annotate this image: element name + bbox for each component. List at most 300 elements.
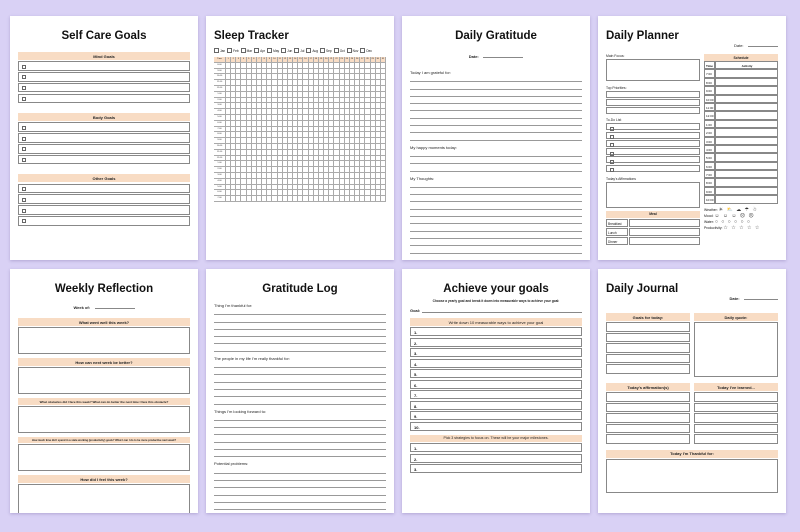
schedule-row[interactable] bbox=[704, 178, 778, 186]
writing-line[interactable] bbox=[214, 466, 386, 473]
schedule-time: 10:00 bbox=[704, 195, 715, 203]
writing-line[interactable] bbox=[214, 337, 386, 344]
water-label: Water: bbox=[704, 219, 714, 224]
numbered-row[interactable] bbox=[410, 348, 582, 357]
page-title: Sleep Tracker bbox=[214, 30, 289, 42]
row-number: 5. bbox=[414, 372, 418, 378]
grid-time-label: 7:00 bbox=[214, 196, 226, 202]
goal-row[interactable] bbox=[18, 194, 190, 204]
question-header: How did I feel this week? bbox=[18, 475, 190, 483]
writing-line[interactable] bbox=[410, 188, 582, 195]
meal-row[interactable] bbox=[606, 237, 700, 245]
priority-box[interactable] bbox=[606, 107, 700, 114]
schedule-activity[interactable] bbox=[715, 86, 778, 94]
journal-line-box[interactable] bbox=[606, 354, 690, 364]
journal-line-box[interactable] bbox=[694, 413, 778, 423]
writing-line[interactable] bbox=[410, 119, 582, 126]
journal-line-box[interactable] bbox=[606, 343, 690, 353]
section-header: Other Goals bbox=[18, 174, 190, 182]
todo-row[interactable] bbox=[606, 140, 700, 147]
date-field[interactable] bbox=[748, 46, 778, 47]
journal-line-box[interactable] bbox=[694, 392, 778, 402]
schedule-row[interactable] bbox=[704, 103, 778, 111]
writing-line[interactable] bbox=[410, 150, 582, 157]
writing-line[interactable] bbox=[214, 308, 386, 315]
numbered-row[interactable] bbox=[410, 464, 582, 473]
writing-line[interactable] bbox=[410, 133, 582, 140]
writing-lines[interactable] bbox=[214, 361, 386, 405]
grid-time-label: 3:00 bbox=[214, 173, 226, 179]
affirmation-header: Today's affirmation(s) bbox=[606, 383, 690, 391]
schedule-row[interactable] bbox=[704, 187, 778, 195]
month-checkbox[interactable]: Dec bbox=[360, 48, 372, 53]
writing-line[interactable] bbox=[214, 450, 386, 457]
checkbox[interactable] bbox=[22, 158, 26, 162]
writing-lines[interactable] bbox=[410, 150, 582, 172]
affirmations-box[interactable] bbox=[606, 182, 700, 208]
checkbox[interactable] bbox=[22, 86, 26, 90]
writing-line[interactable] bbox=[410, 97, 582, 104]
schedule-row[interactable] bbox=[704, 162, 778, 170]
todo-row[interactable] bbox=[606, 132, 700, 139]
grid-day-header: 29 bbox=[371, 57, 376, 63]
meal-field[interactable] bbox=[629, 219, 700, 227]
main-focus-box[interactable] bbox=[606, 59, 700, 81]
meal-label: Dinner bbox=[606, 237, 628, 245]
schedule-activity[interactable] bbox=[715, 145, 778, 153]
schedule-time: 11:00 bbox=[704, 103, 715, 111]
grid-day-header: 10 bbox=[272, 57, 277, 63]
writing-lines[interactable] bbox=[410, 75, 582, 141]
schedule-header: Schedule bbox=[704, 54, 778, 61]
row-number: 7. bbox=[414, 393, 418, 399]
grid-time-label: 10:00 bbox=[214, 144, 226, 150]
star-icon[interactable]: ☆ ☆ ☆ ☆ ☆ bbox=[723, 224, 761, 231]
checkbox[interactable] bbox=[610, 135, 614, 139]
page-weekly-reflection bbox=[10, 269, 198, 513]
month-checkbox[interactable]: Sep bbox=[320, 48, 332, 53]
week-of-field[interactable] bbox=[95, 308, 135, 309]
journal-line-box[interactable] bbox=[606, 434, 690, 444]
checkbox[interactable] bbox=[610, 168, 614, 172]
weather-icon[interactable]: ☀ ⛅ ☁ ☂ ☃ bbox=[718, 206, 758, 213]
priority-box[interactable] bbox=[606, 91, 700, 98]
meal-row[interactable] bbox=[606, 228, 700, 236]
question-header: What obstacles did I face this week? What can do better the next time I face this obstacle? bbox=[18, 398, 190, 405]
thankful-box[interactable] bbox=[606, 459, 778, 493]
grid-time-label: 11:00 bbox=[214, 150, 226, 156]
answer-box[interactable] bbox=[18, 327, 190, 354]
schedule-activity[interactable] bbox=[715, 128, 778, 136]
page-title: Gratitude Log bbox=[262, 283, 338, 295]
schedule-activity[interactable] bbox=[715, 153, 778, 161]
schedule-activity[interactable] bbox=[715, 178, 778, 186]
grid-time-label: 1:00 bbox=[214, 161, 226, 167]
schedule-row[interactable] bbox=[704, 153, 778, 161]
meal-field[interactable] bbox=[629, 237, 700, 245]
grid-time-label: 2:00 bbox=[214, 167, 226, 173]
checkbox[interactable] bbox=[22, 187, 26, 191]
writing-line[interactable] bbox=[410, 195, 582, 202]
writing-line[interactable] bbox=[410, 75, 582, 82]
numbered-row[interactable] bbox=[410, 422, 582, 431]
grid-day-header: 3 bbox=[236, 57, 241, 63]
time-col-header: Time bbox=[704, 61, 715, 69]
schedule-time: 12:00 bbox=[704, 111, 715, 119]
grid-day-header: 31 bbox=[381, 57, 386, 63]
schedule-activity[interactable] bbox=[715, 78, 778, 86]
goals-header: Goals for today: bbox=[606, 313, 690, 321]
answer-box[interactable] bbox=[18, 406, 190, 433]
schedule-activity[interactable] bbox=[715, 69, 778, 77]
writing-line[interactable] bbox=[410, 126, 582, 133]
meal-row[interactable] bbox=[606, 219, 700, 227]
writing-line[interactable] bbox=[410, 246, 582, 253]
grid-day-header: 16 bbox=[303, 57, 308, 63]
writing-line[interactable] bbox=[214, 383, 386, 390]
learned-lines[interactable] bbox=[694, 392, 778, 444]
goal-row[interactable] bbox=[18, 144, 190, 154]
writing-line[interactable] bbox=[410, 164, 582, 171]
row-number: 2. bbox=[414, 340, 418, 346]
page-gratitude-log bbox=[206, 269, 394, 513]
prompt-problems: Potential problems: bbox=[214, 461, 249, 467]
writing-line[interactable] bbox=[410, 232, 582, 239]
month-checkbox[interactable]: Oct bbox=[334, 48, 345, 53]
steps-header: Write down 10 measurable ways to achieve your goal bbox=[410, 318, 582, 326]
schedule-activity[interactable] bbox=[715, 103, 778, 111]
writing-line[interactable] bbox=[410, 90, 582, 97]
writing-line[interactable] bbox=[214, 503, 386, 510]
goal-row[interactable] bbox=[18, 133, 190, 143]
grid-time-label: 6:00 bbox=[214, 121, 226, 127]
goal-field[interactable] bbox=[422, 312, 582, 313]
journal-line-box[interactable] bbox=[694, 434, 778, 444]
journal-line-box[interactable] bbox=[606, 424, 690, 434]
writing-line[interactable] bbox=[214, 397, 386, 404]
goal-row[interactable] bbox=[18, 184, 190, 194]
answer-box[interactable] bbox=[18, 484, 190, 513]
row-number: 3. bbox=[414, 351, 418, 357]
page-daily-gratitude bbox=[402, 16, 590, 260]
journal-line-box[interactable] bbox=[606, 333, 690, 343]
meal-field[interactable] bbox=[629, 228, 700, 236]
checkbox[interactable] bbox=[22, 97, 26, 101]
numbered-row[interactable] bbox=[410, 380, 582, 389]
journal-line-box[interactable] bbox=[606, 364, 690, 374]
writing-lines[interactable] bbox=[214, 466, 386, 510]
grid-day-header: 26 bbox=[355, 57, 360, 63]
quote-box[interactable] bbox=[694, 322, 778, 377]
page-title: Achieve your goals bbox=[443, 283, 549, 295]
schedule-time: 6:00 bbox=[704, 162, 715, 170]
grid-day-header: 12 bbox=[283, 57, 288, 63]
checkbox[interactable] bbox=[22, 147, 26, 151]
grid-day-header: 7 bbox=[257, 57, 262, 63]
strategies-list bbox=[410, 443, 582, 473]
grid-day-header: 22 bbox=[334, 57, 339, 63]
month-checkbox[interactable]: Apr bbox=[254, 48, 265, 53]
row-number: 2. bbox=[414, 456, 418, 462]
schedule-activity[interactable] bbox=[715, 95, 778, 103]
goal-label: Goal: bbox=[410, 308, 421, 313]
grid-time-label: 9:00 bbox=[214, 69, 226, 75]
schedule-row[interactable] bbox=[704, 95, 778, 103]
meal-list bbox=[606, 219, 700, 245]
grid-time-label: 1:00 bbox=[214, 92, 226, 98]
numbered-row[interactable] bbox=[410, 359, 582, 368]
numbered-row[interactable] bbox=[410, 401, 582, 410]
schedule-row[interactable] bbox=[704, 137, 778, 145]
writing-line[interactable] bbox=[410, 217, 582, 224]
row-number: 6. bbox=[414, 382, 418, 388]
schedule-row[interactable] bbox=[704, 78, 778, 86]
schedule-time: 10:00 bbox=[704, 95, 715, 103]
month-checkbox[interactable]: Feb bbox=[227, 48, 239, 53]
todo-row[interactable] bbox=[606, 123, 700, 130]
mood-label: Mood: bbox=[704, 213, 714, 218]
checkbox[interactable] bbox=[22, 209, 26, 213]
writing-line[interactable] bbox=[410, 181, 582, 188]
date-field[interactable] bbox=[483, 57, 523, 58]
date-field[interactable] bbox=[744, 299, 778, 300]
grid-time-label: 8:00 bbox=[214, 132, 226, 138]
grid-day-header: 27 bbox=[360, 57, 365, 63]
schedule-row[interactable] bbox=[704, 170, 778, 178]
grid-time-label: 4:00 bbox=[214, 109, 226, 115]
writing-line[interactable] bbox=[410, 104, 582, 111]
writing-line[interactable] bbox=[410, 82, 582, 89]
priority-box[interactable] bbox=[606, 99, 700, 106]
schedule-activity[interactable] bbox=[715, 111, 778, 119]
water-drop-icon[interactable]: ○ ○ ○ ○ ○ ○ bbox=[714, 218, 751, 225]
goal-list bbox=[18, 184, 190, 226]
checkbox[interactable] bbox=[22, 198, 26, 202]
writing-line[interactable] bbox=[214, 428, 386, 435]
writing-line[interactable] bbox=[410, 254, 582, 260]
journal-line-box[interactable] bbox=[606, 413, 690, 423]
writing-lines[interactable] bbox=[410, 181, 582, 260]
affirmations-label: Today's Affirmations bbox=[606, 176, 636, 181]
grid-time-label: 10:00 bbox=[214, 74, 226, 80]
checkbox[interactable] bbox=[22, 219, 26, 223]
schedule-row[interactable] bbox=[704, 128, 778, 136]
todo-row[interactable] bbox=[606, 148, 700, 155]
schedule-time: 5:00 bbox=[704, 153, 715, 161]
writing-line[interactable] bbox=[214, 474, 386, 481]
page-title: Self Care Goals bbox=[61, 30, 147, 42]
writing-line[interactable] bbox=[410, 202, 582, 209]
writing-line[interactable] bbox=[410, 111, 582, 118]
prompt-forward: Things I'm looking forward to: bbox=[214, 408, 267, 414]
writing-line[interactable] bbox=[214, 488, 386, 495]
journal-line-box[interactable] bbox=[694, 424, 778, 434]
grid-time-label: 9:00 bbox=[214, 138, 226, 144]
numbered-row[interactable] bbox=[410, 369, 582, 378]
journal-line-box[interactable] bbox=[606, 322, 690, 332]
grid-day-header: 24 bbox=[345, 57, 350, 63]
strategies-header: Pick 3 strategies to focus on. These will be your major milestones. bbox=[410, 435, 582, 442]
grid-time-label: 7:00 bbox=[214, 127, 226, 133]
schedule-activity[interactable] bbox=[715, 162, 778, 170]
schedule-activity[interactable] bbox=[715, 170, 778, 178]
top-priorities-label: Top Priorities: bbox=[606, 86, 627, 90]
learned-header: Today I've learned... bbox=[694, 383, 778, 391]
date-label: Date: bbox=[468, 54, 479, 59]
writing-line[interactable] bbox=[214, 421, 386, 428]
grid-cell[interactable] bbox=[381, 196, 386, 202]
schedule-row[interactable] bbox=[704, 69, 778, 77]
grid-day-header: 9 bbox=[267, 57, 272, 63]
productivity-label: Productivity: bbox=[704, 225, 723, 230]
writing-line[interactable] bbox=[214, 330, 386, 337]
schedule-time: 7:00 bbox=[704, 170, 715, 178]
schedule-row[interactable] bbox=[704, 145, 778, 153]
goal-row[interactable] bbox=[18, 72, 190, 82]
grid-time-header: Time bbox=[214, 57, 226, 63]
mood-icon[interactable]: ☺ ☺ ☺ ☹ ☹ bbox=[714, 212, 755, 219]
page-title: Daily Gratitude bbox=[455, 30, 537, 42]
grid-day-header: 5 bbox=[247, 57, 252, 63]
grid-day-header: 15 bbox=[298, 57, 303, 63]
grid-day-header: 4 bbox=[241, 57, 246, 63]
writing-line[interactable] bbox=[214, 368, 386, 375]
month-checkbox[interactable]: May bbox=[267, 48, 279, 53]
numbered-row[interactable] bbox=[410, 338, 582, 347]
date-label: Date: bbox=[729, 296, 740, 301]
goal-list bbox=[18, 61, 190, 103]
numbered-row[interactable] bbox=[410, 390, 582, 399]
goal-row[interactable] bbox=[18, 205, 190, 215]
writing-line[interactable] bbox=[214, 414, 386, 421]
grid-time-label: 5:00 bbox=[214, 115, 226, 121]
checkbox[interactable] bbox=[22, 65, 26, 69]
answer-box[interactable] bbox=[18, 367, 190, 394]
goal-row[interactable] bbox=[18, 216, 190, 226]
quote-header: Daily quote: bbox=[694, 313, 778, 321]
schedule-time: 1:00 bbox=[704, 120, 715, 128]
steps-list bbox=[410, 327, 582, 431]
row-number: 1. bbox=[414, 446, 418, 452]
writing-lines[interactable] bbox=[214, 308, 386, 352]
answer-box[interactable] bbox=[18, 444, 190, 471]
numbered-row[interactable] bbox=[410, 327, 582, 336]
numbered-row[interactable] bbox=[410, 411, 582, 420]
grid-day-header: 30 bbox=[376, 57, 381, 63]
prompt-people: The people in my life I'm really thankful for: bbox=[214, 355, 290, 361]
row-number: 4. bbox=[414, 361, 418, 367]
schedule-activity[interactable] bbox=[715, 195, 778, 203]
journal-line-box[interactable] bbox=[606, 403, 690, 413]
checkbox[interactable] bbox=[610, 127, 614, 131]
checkbox[interactable] bbox=[610, 160, 614, 164]
grid-day-header: 8 bbox=[262, 57, 267, 63]
writing-line[interactable] bbox=[410, 210, 582, 217]
schedule-row[interactable] bbox=[704, 86, 778, 94]
writing-line[interactable] bbox=[214, 323, 386, 330]
writing-line[interactable] bbox=[214, 481, 386, 488]
schedule-row[interactable] bbox=[704, 195, 778, 203]
schedule-time: 9:00 bbox=[704, 187, 715, 195]
goal-row[interactable] bbox=[18, 94, 190, 104]
checkbox[interactable] bbox=[610, 152, 614, 156]
grid-time-label: 12:00 bbox=[214, 86, 226, 92]
writing-line[interactable] bbox=[214, 375, 386, 382]
month-checkbox[interactable]: Mar bbox=[241, 48, 253, 53]
writing-line[interactable] bbox=[214, 496, 386, 503]
meal-label: Breakfast bbox=[606, 219, 628, 227]
schedule-activity[interactable] bbox=[715, 120, 778, 128]
todo-row[interactable] bbox=[606, 156, 700, 163]
todo-label: To-Do List bbox=[606, 118, 622, 122]
journal-line-box[interactable] bbox=[606, 392, 690, 402]
checkbox[interactable] bbox=[22, 137, 26, 141]
row-number: 9. bbox=[414, 414, 418, 420]
schedule-time: 8:00 bbox=[704, 78, 715, 86]
month-checkbox[interactable]: Jan bbox=[214, 48, 225, 53]
numbered-row[interactable] bbox=[410, 454, 582, 463]
schedule-row[interactable] bbox=[704, 111, 778, 119]
goal-row[interactable] bbox=[18, 61, 190, 71]
activity-col-header: Activity bbox=[715, 61, 778, 69]
writing-line[interactable] bbox=[410, 224, 582, 231]
month-checkbox[interactable]: Jun bbox=[281, 48, 292, 53]
writing-line[interactable] bbox=[214, 344, 386, 351]
writing-line[interactable] bbox=[214, 315, 386, 322]
writing-line[interactable] bbox=[214, 361, 386, 368]
sleep-grid[interactable] bbox=[214, 57, 386, 202]
row-number: 3. bbox=[414, 467, 418, 473]
goal-row[interactable] bbox=[18, 83, 190, 93]
grid-time-label: 8:00 bbox=[214, 63, 226, 69]
writing-line[interactable] bbox=[410, 239, 582, 246]
prompt-grateful: Today I am grateful for: bbox=[410, 70, 451, 75]
goal-row[interactable] bbox=[18, 155, 190, 165]
writing-line[interactable] bbox=[214, 390, 386, 397]
month-checkbox[interactable]: Aug bbox=[306, 48, 318, 53]
journal-line-box[interactable] bbox=[694, 403, 778, 413]
grid-day-header: 6 bbox=[252, 57, 257, 63]
page-title: Weekly Reflection bbox=[54, 283, 154, 295]
goal-list bbox=[18, 122, 190, 164]
month-checklist bbox=[214, 48, 386, 53]
month-checkbox[interactable]: Nov bbox=[347, 48, 359, 53]
checkbox[interactable] bbox=[22, 126, 26, 130]
writing-line[interactable] bbox=[214, 443, 386, 450]
writing-line[interactable] bbox=[410, 157, 582, 164]
week-of-label: Week of: bbox=[73, 305, 91, 310]
numbered-row[interactable] bbox=[410, 443, 582, 452]
goals-lines[interactable] bbox=[606, 322, 690, 374]
month-checkbox[interactable]: Jul bbox=[294, 48, 304, 53]
writing-lines[interactable] bbox=[214, 414, 386, 458]
grid-day-header: 20 bbox=[324, 57, 329, 63]
affirmation-lines[interactable] bbox=[606, 392, 690, 444]
writing-line[interactable] bbox=[214, 435, 386, 442]
todo-row[interactable] bbox=[606, 165, 700, 172]
schedule-activity[interactable] bbox=[715, 187, 778, 195]
schedule-activity[interactable] bbox=[715, 137, 778, 145]
question-header: How can next week be better? bbox=[18, 358, 190, 366]
thankful-header: Today I'm Thankful for: bbox=[606, 450, 778, 458]
grid-time-label: 12:00 bbox=[214, 156, 226, 162]
schedule-row[interactable] bbox=[704, 120, 778, 128]
intro-text: Choose a yearly goal and break it down into measurable ways to achieve your goal: bbox=[432, 299, 560, 303]
goal-row[interactable] bbox=[18, 122, 190, 132]
checkbox[interactable] bbox=[22, 75, 26, 79]
grid-day-header: 18 bbox=[314, 57, 319, 63]
checkbox[interactable] bbox=[610, 143, 614, 147]
